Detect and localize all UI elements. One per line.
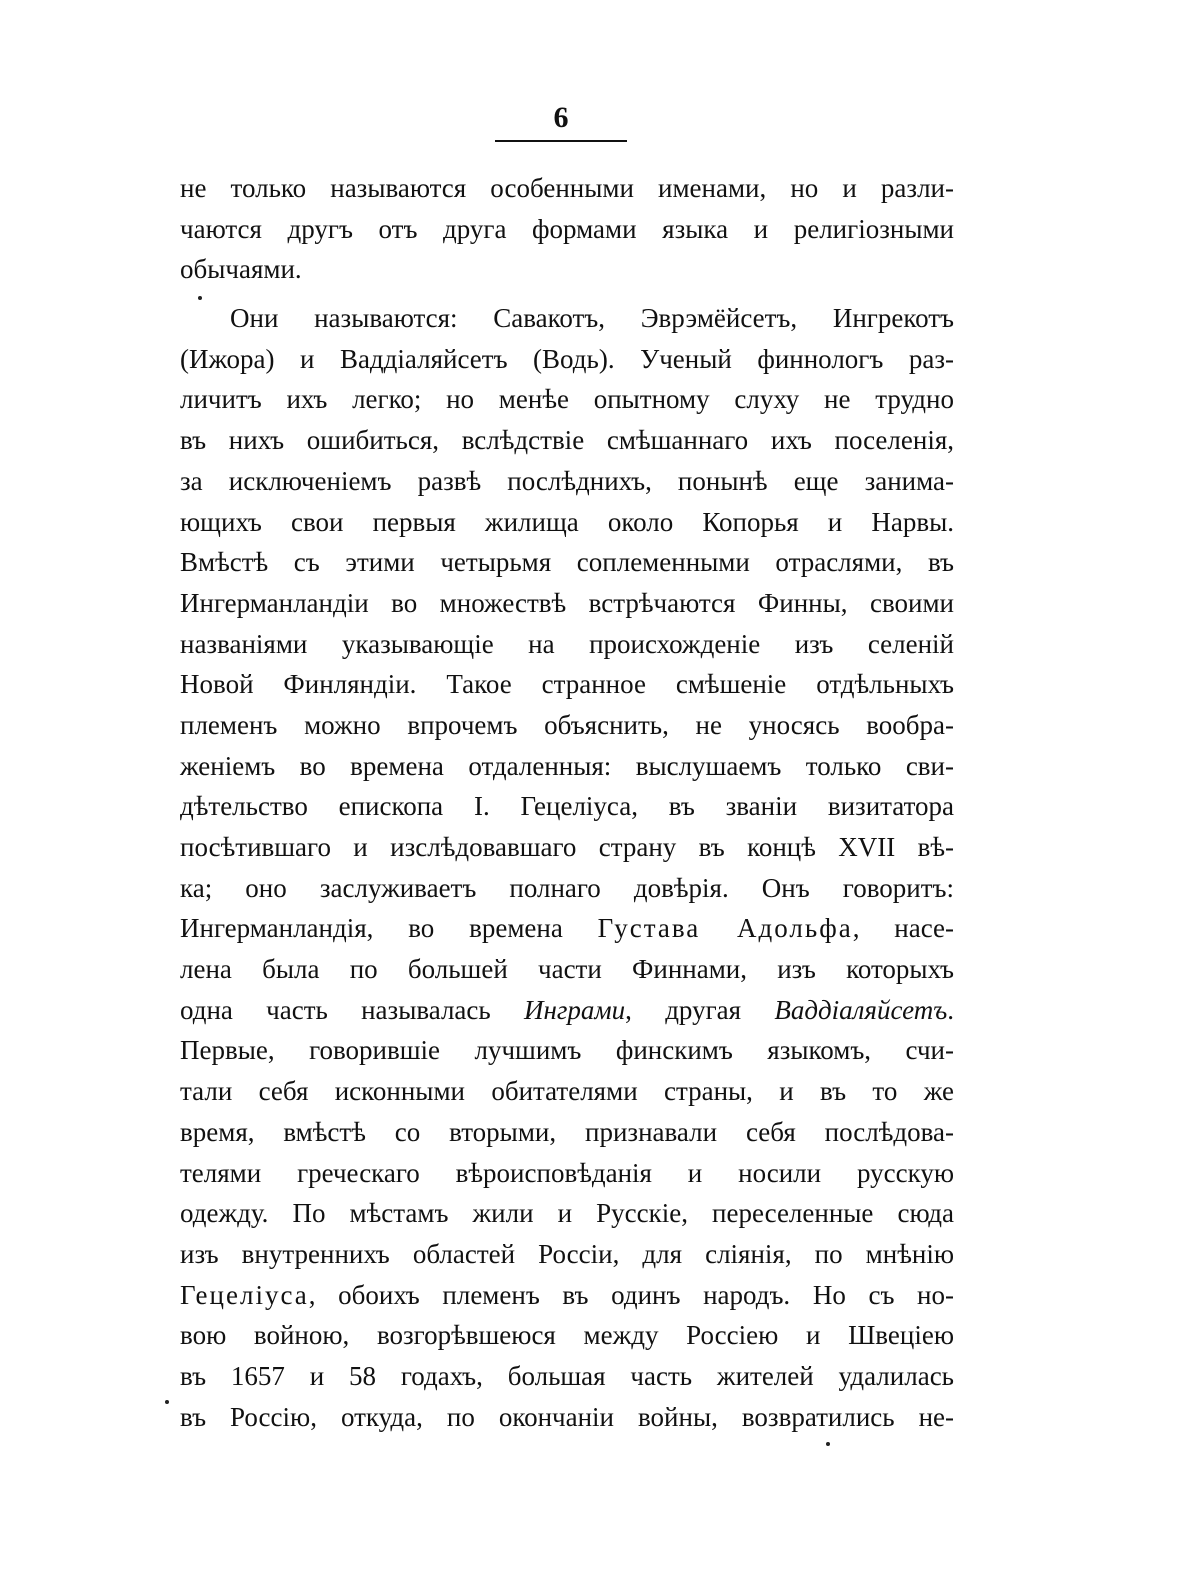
text-line: чаются другъ отъ друга формами языка и религіозными	[180, 213, 954, 244]
text-line: племенъ можно впрочемъ объяснить, не уносясь вообра-	[180, 709, 954, 740]
text-line: (Ижора) и Ваддіаляйсетъ (Водь). Ученый финнологъ раз-	[180, 343, 954, 374]
text-line: въ нихъ ошибиться, вслѣдствіе смѣшаннаго ихъ поселенія,	[180, 425, 954, 456]
text-fragment: одна часть называлась	[180, 994, 524, 1025]
text-line: Новой Финляндіи. Такое странное смѣшеніе отдѣльныхъ	[180, 669, 954, 700]
text-line: въ Россію, откуда, по окончаніи войны, возвратились не-	[180, 1401, 954, 1432]
text-line	[180, 1275, 954, 1316]
text-line: Ингерманландіи во множествѣ встрѣчаются Финны, своими	[180, 587, 954, 618]
text-line: время, вмѣстѣ со вторыми, признавали себя послѣдова-	[180, 1116, 954, 1147]
text-line: изъ внутреннихъ областей Россіи, для слiянiя, по мнѣнію	[180, 1238, 954, 1269]
text-line: за исключеніемъ развѣ послѣднихъ, понынѣ еще занима-	[180, 465, 954, 496]
spaced-name: Густава Адольфа	[597, 913, 853, 944]
italic-term: Инграми	[524, 994, 626, 1025]
text-line: обычаями.	[180, 254, 302, 285]
text-line: дѣтельство епископа І. Гецеліуса, въ званіи визитатора	[180, 791, 954, 822]
paragraph-gap	[180, 290, 954, 298]
text-line: ющихъ свои первыя жилища около Копорья и Нарвы.	[180, 506, 954, 537]
text-line: ка; оно заслуживаетъ полнаго довѣрія. Онъ говоритъ:	[180, 872, 954, 903]
spaced-name: Гецеліуса	[180, 1279, 309, 1310]
text-line: Они называются: Савакотъ, Эврэмёйсетъ, Ингрекотъ	[230, 303, 954, 334]
page-number-rule	[495, 140, 627, 142]
text-line: женіемъ во времена отдаленныя: выслушаемъ только сви-	[180, 750, 954, 781]
text-line: Вмѣстѣ съ этими четырьмя соплеменными отраслями, въ	[180, 547, 954, 578]
text-line: посѣтившаго и изслѣдовавшаго страну въ концѣ XVII вѣ-	[180, 832, 954, 862]
text-fragment: , обоихъ племенъ въ одинъ народъ. Но съ но-	[308, 1279, 954, 1310]
text-line: тали себя исконными обитателями страны, и въ то же	[180, 1076, 954, 1107]
margin-dot-mark	[826, 1442, 830, 1446]
text-line: личитъ ихъ легко; но менѣе опытному слуху не трудно	[180, 384, 954, 415]
page-number: 6	[553, 101, 569, 134]
text-fragment: , насе-	[852, 913, 954, 944]
text-fragment: Ингерманландія, во времена	[180, 913, 598, 944]
text-line: лена была по большей части Финнами, изъ которыхъ	[180, 954, 954, 985]
text-line	[180, 990, 954, 1031]
body-text	[180, 168, 954, 1437]
text-line: не только называются особенными именами, но и разли-	[180, 173, 954, 203]
text-line: въ 1657 и 58 годахъ, большая часть жителей удалилась	[180, 1360, 954, 1391]
paragraph-2	[180, 298, 954, 1437]
text-line: названіями указывающіе на происхожденіе изъ селеній	[180, 628, 954, 659]
text-line	[180, 908, 954, 949]
text-fragment: .	[947, 994, 954, 1025]
italic-term: Ваддіаляйсетъ	[774, 994, 948, 1025]
text-line: одежду. По мѣстамъ жили и Русскіе, переселенные сюда	[180, 1198, 954, 1229]
text-line: телями греческаго вѣроисповѣданія и носили русскую	[180, 1157, 954, 1188]
margin-dot-mark	[165, 1400, 169, 1404]
text-fragment: , другая	[625, 994, 775, 1025]
text-line: вою войною, возгорѣвшеюся между Россіею и Швеціею	[180, 1320, 954, 1351]
paragraph-1	[180, 168, 954, 290]
text-line: Первые, говорившіе лучшимъ финскимъ языкомъ, счи-	[180, 1035, 954, 1066]
